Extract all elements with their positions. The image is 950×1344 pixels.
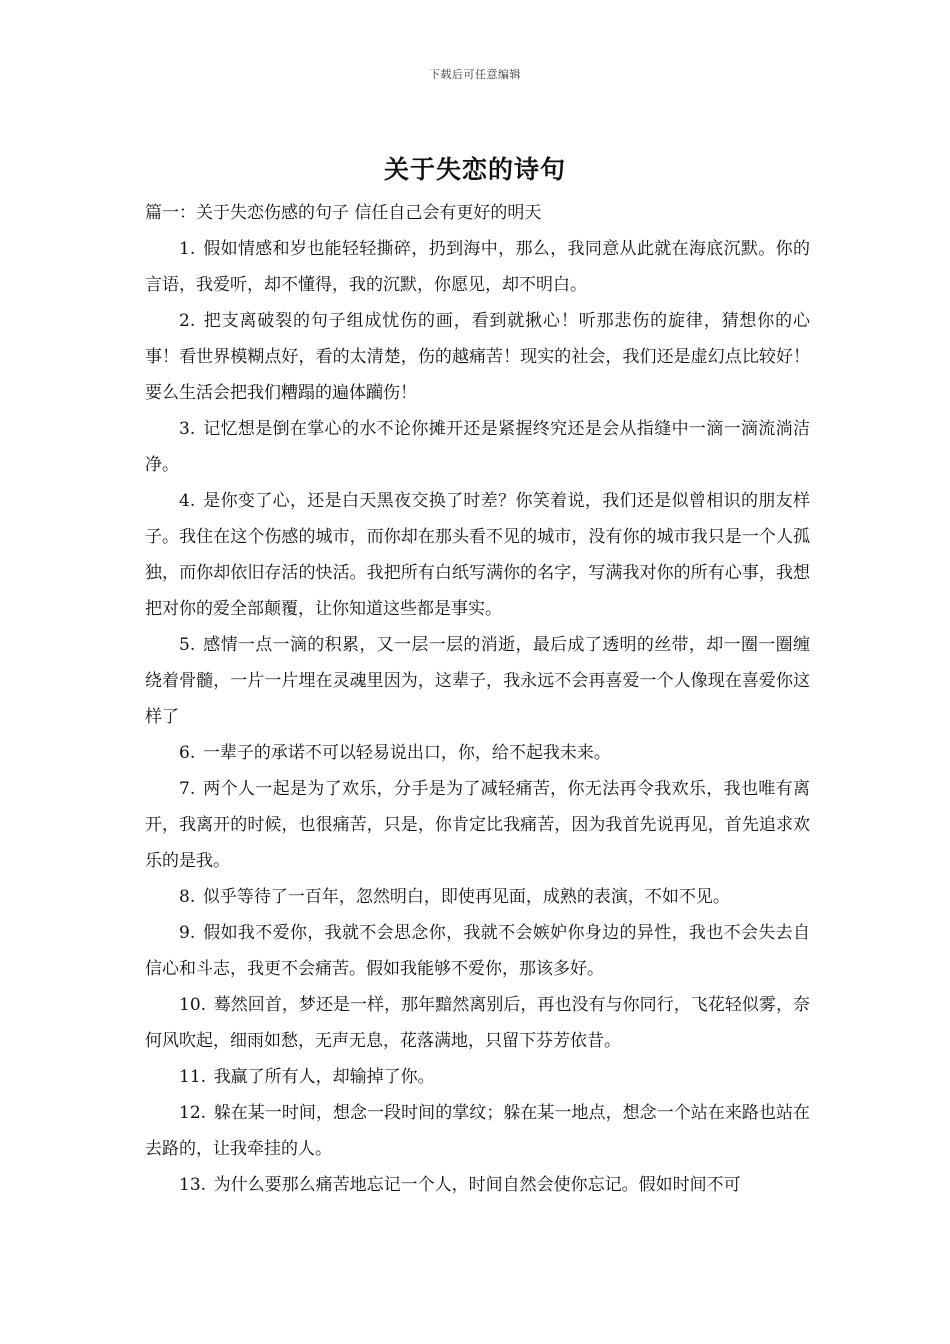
quote-number: 4. [179, 491, 196, 511]
quote-item [145, 303, 810, 411]
quote-text: 我赢了所有人，却输掉了你。 [213, 1067, 435, 1087]
quote-number: 9. [179, 923, 196, 943]
quote-list [145, 231, 810, 1203]
quote-number: 5. [179, 635, 196, 655]
quote-text: 感情一点一滴的积累，又一层一层的消逝，最后成了透明的丝带，却一圈一圈缠绕着骨髓，一片一片埋在灵魂里因为，这辈子，我永远不会再喜爱一个人像现在喜爱你这样了 [145, 635, 810, 727]
quote-item [145, 915, 810, 987]
quote-text: 把支离破裂的句子组成忧伤的画，看到就揪心！听那悲伤的旋律，猜想你的心事！看世界模糊点好，看的太清楚，伤的越痛苦！现实的社会，我们还是虚幻点比较好！要么生活会把我们糟蹋的遍体躏伤！ [145, 311, 810, 403]
quote-number: 1. [179, 239, 196, 259]
quote-text: 假如我不爱你，我就不会思念你，我就不会嫉妒你身边的异性，我也不会失去自信心和斗志，我更不会痛苦。假如我能够不爱你，那该多好。 [145, 923, 810, 979]
quote-item [145, 627, 810, 735]
quote-item [145, 1059, 810, 1095]
quote-text: 一辈子的承诺不可以轻易说出口，你，给不起我未来。 [202, 743, 611, 763]
quote-text: 似乎等待了一百年，忽然明白，即使再见面，成熟的表演，不如不见。 [202, 887, 730, 907]
document-body [145, 195, 810, 1203]
section-subtitle: 篇一：关于失恋伤感的句子 信任自己会有更好的明天 [145, 203, 542, 223]
quote-item [145, 231, 810, 303]
quote-number: 10. [179, 995, 207, 1015]
page-header-note: 下载后可任意编辑 [429, 68, 521, 81]
quote-text: 记忆想是倒在掌心的水不论你摊开还是紧握终究还是会从指缝中一滴一滴流淌洁净。 [145, 419, 810, 475]
quote-item [145, 987, 810, 1059]
quote-text: 假如情感和岁也能轻轻撕碎，扔到海中，那么，我同意从此就在海底沉默。你的言语，我爱听，却不懂得，我的沉默，你愿见，却不明白。 [145, 239, 810, 295]
quote-text: 蓦然回首，梦还是一样，那年黯然离别后，再也没有与你同行，飞花轻似雾，奈何风吹起，细雨如愁，无声无息，花落满地，只留下芬芳依昔。 [145, 995, 810, 1051]
quote-number: 11. [179, 1067, 207, 1087]
quote-item [145, 735, 810, 771]
quote-text: 是你变了心，还是白天黑夜交换了时差？你笑着说，我们还是似曾相识的朋友样子。我住在这个伤感的城市，而你却在那头看不见的城市，没有你的城市我只是一个人孤独，而你却依旧存活的快活。我把所有白纸写满你的名字，写满我对你的所有心事，我想把对你的爱全部颠覆，让你知道这些都是事实。 [145, 491, 810, 619]
quote-item [145, 483, 810, 627]
quote-number: 13. [179, 1175, 207, 1195]
quote-item [145, 1095, 810, 1167]
quote-number: 3. [179, 419, 196, 439]
quote-number: 2. [179, 311, 196, 331]
quote-item [145, 771, 810, 879]
quote-number: 6. [179, 743, 196, 763]
quote-item [145, 411, 810, 483]
document-title: 关于失恋的诗句 [383, 155, 566, 184]
quote-item [145, 879, 810, 915]
quote-number: 7. [179, 779, 196, 799]
quote-number: 8. [179, 887, 196, 907]
quote-item [145, 1167, 810, 1203]
quote-text: 两个人一起是为了欢乐，分手是为了减轻痛苦，你无法再令我欢乐，我也唯有离开，我离开的时候，也很痛苦，只是，你肯定比我痛苦，因为我首先说再见，首先追求欢乐的是我。 [145, 779, 810, 871]
quote-text: 为什么要那么痛苦地忘记一个人，时间自然会使你忘记。假如时间不可 [213, 1175, 741, 1195]
quote-text: 躲在某一时间，想念一段时间的掌纹；躲在某一地点，想念一个站在来路也站在去路的，让我牵挂的人。 [145, 1103, 810, 1159]
quote-number: 12. [179, 1103, 207, 1123]
